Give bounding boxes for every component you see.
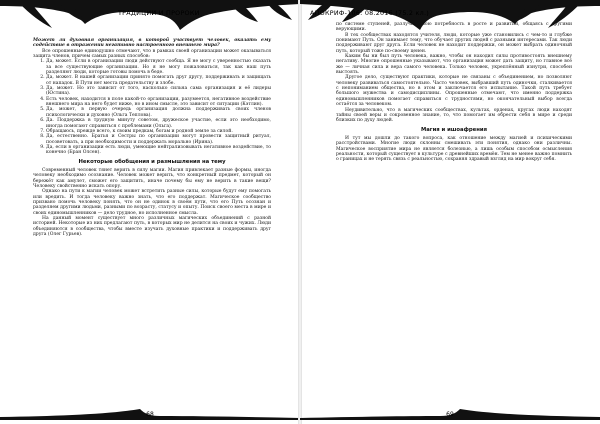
list-item: 6. Да. Поддержка в трудную минуту советом, дружеское участие, если это необходимо, иногда помогают справиться с проблемами (Ольга). (46, 118, 271, 129)
body-paragraph: Каким бы ни был путь человека, важно, чтобы он находил силы противостоять внешнему негативу. Многие опрошенные указывают, что организация может дать защиту, но главное всё же — личная сила и вера самого человека. Только человек, укреплённый изнутри, способен выстоять. (336, 54, 572, 76)
right-page (300, 0, 600, 424)
left-ornament-icon (0, 0, 300, 34)
intro-paragraph: Все опрошенные единодушно отмечают, что в рамках своей организации может оказываться защита членов, причем самых разных способов: (33, 48, 271, 60)
body-paragraph: Неудивительно, что в магических сообществах, культах, орденах, кругах люди находят тайны своей веры и сокровенное знание, то, что помогает им обрести себя в мире и среди близких по духу людей. (336, 107, 572, 124)
running-head: АПОКРИФ-106: 08.2016 (75.2 кл.) (310, 9, 429, 17)
list-item: 4. Есть человек, находится в поле какой-то организации, разумеется, негативное воздействие внешнего мира на него будет ниже, но в ином смысле, это зависит от ситуации (Кэтлин). (46, 97, 271, 108)
body-paragraph: по системе ступеней, разлучно свою потребность в росте и развитии, общаясь с другими верующими. (336, 22, 572, 33)
section-heading: Магия и ишоафрения (420, 126, 488, 133)
list-item: 9. Да, если в организации есть люди, умеющие нейтрализовывать негативное воздействие, то конечно (Бран Олсен). (46, 145, 271, 156)
list-item: 2. Да, может. В нашей организации принято помогать друг другу, поддерживать и защищать от нападок. В Пути нет места предательству и злобе. (46, 75, 271, 86)
body-paragraph: Однако на пути к магии человек может встретить разные силы, которые будут ему помогать или вредить. И тогда человеку важно знать, что его поддержат. Магическое сообщество призвано помочь человеку понять, что он не одинок в своём пути, что его Путь осознан и разделяем другими людьми, разными по возрасту, статусу и опыту. Поиск своего места в мире и своих единомышленников — дело трудное, но исполненное смысла. (33, 189, 271, 216)
left-body-text (33, 38, 271, 237)
section-heading: Некоторые обобщения и размышления на тему (78, 158, 226, 165)
running-head: ТРАДИЦИИ И ПРОРОКИ (118, 9, 200, 17)
list-item: 8. Да, естественно. Братья и Сестры по организации могут провести защитный ритуал, посоветовать, а при необходимости и поддержать морально (Ирина). (46, 134, 271, 145)
body-paragraph: Другое дело, существуют практики, которые не связаны с объединением, но позволяют человеку развиваться самостоятельно. Часто человек, выбравший путь одиночки, сталкивается с непониманием общества, но в этом и заключается его испытание. Такой путь требует большого мужества и самодисциплины. Опрошенные отмечают, что именно поддержка единомышленников помогает справиться с трудностями, но окончательный выбор всегда остаётся за человеком. (336, 75, 572, 108)
list-item: 7. Обращаюсь, прежде всего, к своим предкам, богам и родной земле за силой. (46, 129, 271, 134)
body-paragraph: На данный момент существует много различных магических объединений с разной историей. Некоторые из них предлагают путь, в которых мир не делится на своих и чужих. Люди объединяются в сообщества, чтобы вместе изучать духовные практики и поддерживать друг друга (Олег Гурьев). (33, 216, 271, 238)
body-paragraph: В тех сообществах находятся учителя, люди, которые уже становились с чем-то и глубже понимают Путь. Он занимает тему, что обучает других людей с разными интересами. Так люди поддерживают друг друга. Если человек не находит поддержки, он может выбрать одиночный путь, который тоже по-своему ценен. (336, 32, 572, 54)
list-item: 5. Да, может, в первую очередь организация должна поддерживать своих членов психологически и духовно (Ольга Теплова). (46, 107, 271, 118)
right-body-text (336, 22, 572, 163)
list-item: 3. Да, может. Но это зависит от того, насколько сильна сама организация и её лидеры (Юстина). (46, 86, 271, 97)
lead-question: Может ли духовная организация, в которой участвует человек, оказать ему содействие в отражении негативно настроенного внешнего мира? (33, 38, 271, 49)
answers-list (33, 59, 271, 155)
body-paragraph: Современный человек тянет верить в силу магии. Магия привлекает разные формы, иногда человеку необходимо осознание. Человек может верить, что конкретный предмет, который он бережёт как амулет, сможет его защитить, иначе почему бы ему не верить в такие вещи? Человеку свойственно искать опору. (33, 167, 271, 189)
page-number: 69 (446, 411, 454, 418)
body-paragraph: И тут мы дошли до такого вопроса, как отношение между магией и психическими расстройствами. Многие люди склонны смешивать эти понятия, однако они различны. Магическое восприятие мира не является болезнью, а лишь особым способом осмысления реальности, который существует в культуре с древнейших времён. Тем не менее важно помнить о границах и не терять связь с реальностью, сохраняя здравый взгляд на мир вокруг себя. (336, 135, 572, 163)
list-item: 1. Да, может. Если в организации люди действуют сообща. Я не могу с уверенностью сказать за все существующие организации. Но я не могу пожаловаться, так как наш путь разделяют люди, которые готовы помочь в беде. (46, 59, 271, 75)
page-number: 68 (146, 411, 154, 418)
